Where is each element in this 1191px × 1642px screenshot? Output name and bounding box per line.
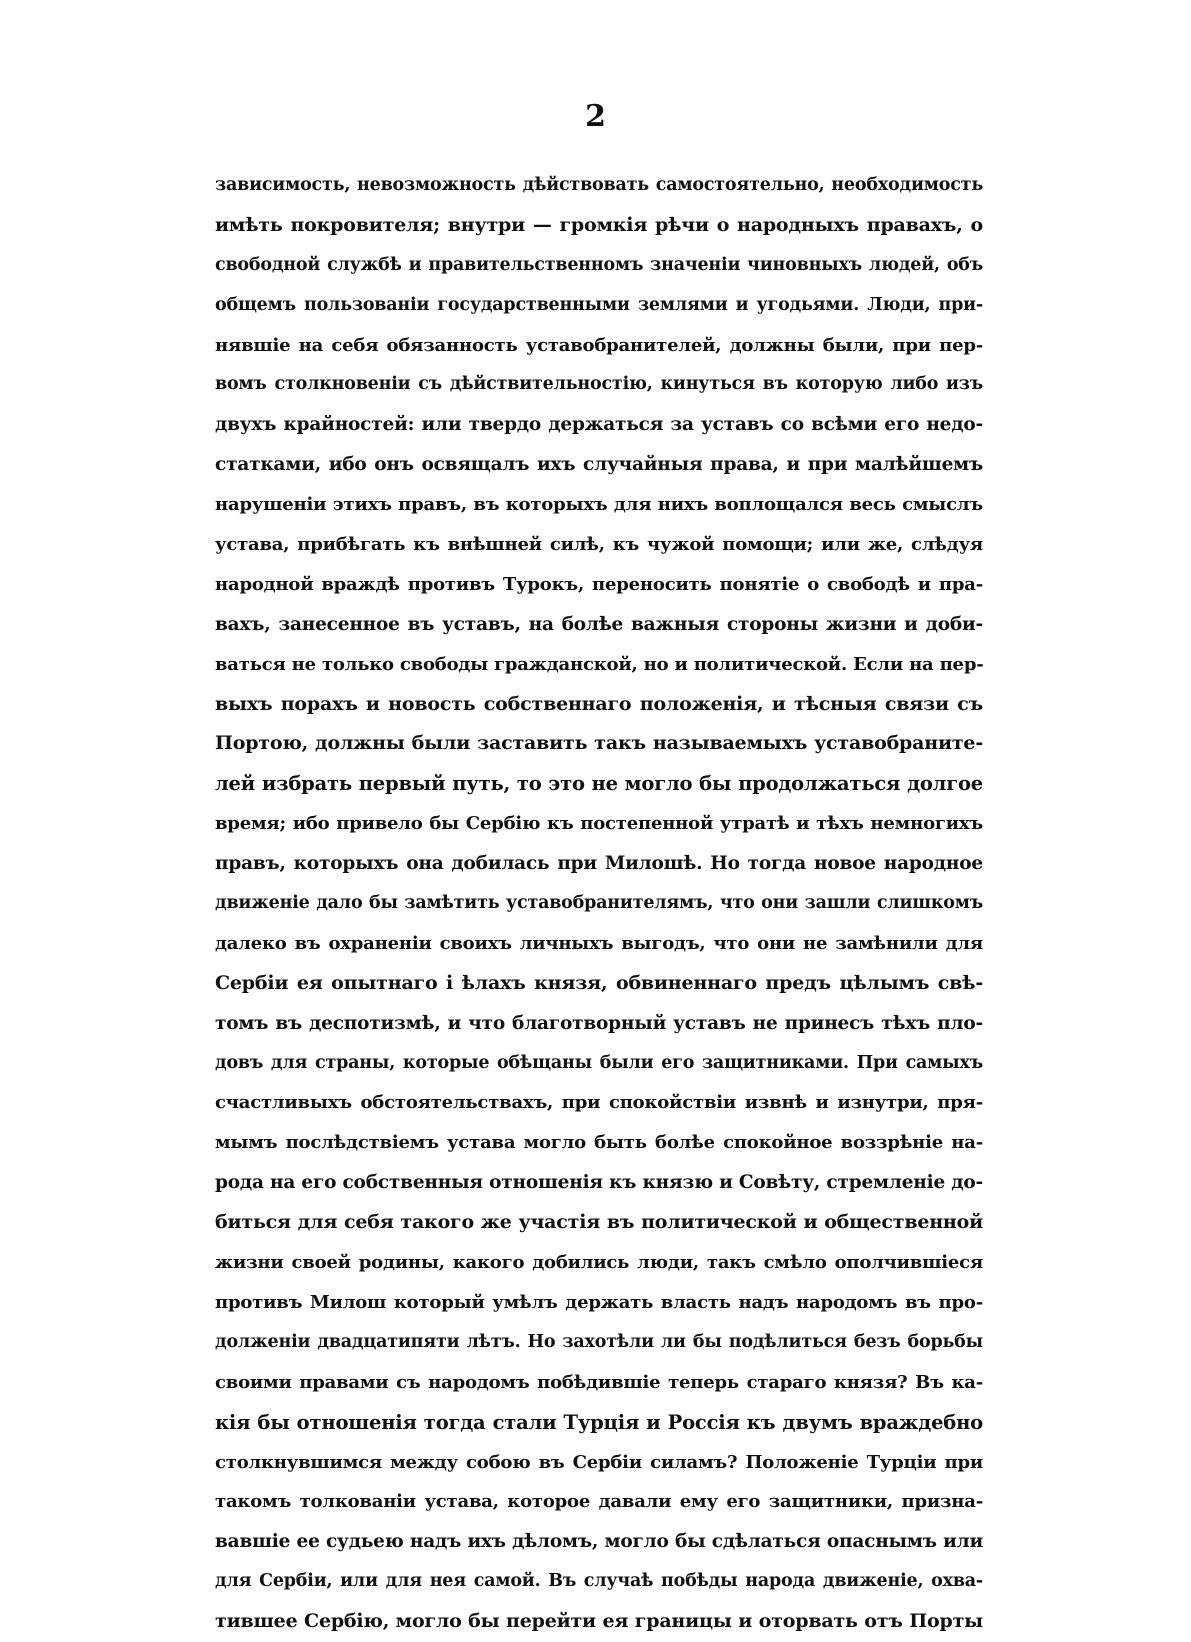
text-line: свободной службѣ и правительственномъ значеніи чиновныхъ людей, объ <box>215 254 983 275</box>
text-line: двухъ крайностей: или твердо держаться за уставъ со всѣми его недо- <box>215 414 983 436</box>
text-line: движеніе дало бы замѣтить уставобранителямъ, что они зашли слишкомъ <box>215 893 983 914</box>
text-line: кія бы отношенія тогда стали Турція и Россія къ двумъ враждебно <box>215 1410 983 1434</box>
text-line: выхъ порахъ и новость собственнаго положенія, и тѣсныя связи съ <box>215 692 983 715</box>
text-line: томъ въ деспотизмѣ, и что благотворный уставъ не принесъ тѣхъ пло- <box>215 1012 983 1034</box>
text-line: статками, ибо онъ освящалъ ихъ случайныя права, и при малѣйшемъ <box>215 454 983 476</box>
text-line: столкнувшимся между собою въ Сербіи силамъ? Положеніе Турціи при <box>215 1451 983 1473</box>
text-line: вавшіе ее судьею надъ ихъ дѣломъ, могло бы сдѣлаться опаснымъ или <box>215 1531 983 1553</box>
text-line: довъ для страны, которые обѣщаны были его защитниками. При самыхъ <box>215 1052 983 1073</box>
text-line: Сербіи ея опытнаго і ѣлахъ князя, обвиненнаго предъ цѣлымъ свѣ- <box>215 971 983 994</box>
text-line: Портою, должны были заставить такъ называемыхъ уставобраните- <box>215 732 983 755</box>
text-line: правъ, которыхъ она добилась при Милошѣ. Но тогда новое народное <box>215 853 983 875</box>
text-line: время; ибо привело бы Сербію къ постепенной утратѣ и тѣхъ немногихъ <box>215 813 983 835</box>
text-line: ваться не только свободы гражданской, но и политической. Если на пер- <box>215 653 983 675</box>
text-line: счастливыхъ обстоятельствахъ, при спокойствіи извнѣ и изнутри, пря- <box>215 1092 983 1114</box>
text-line: народной враждѣ противъ Турокъ, переносить понятіе о свободѣ и пра- <box>215 573 983 595</box>
text-line: нявшіе на себя обязанность уставобранителей, должны были, при пер- <box>215 334 983 356</box>
text-line: устава, прибѣгать къ внѣшней силѣ, къ чужой помощи; или же, слѣдуя <box>215 534 983 556</box>
text-line: нарушеніи этихъ правъ, въ которыхъ для нихъ воплощался весь смыслъ <box>215 494 983 516</box>
body-text <box>215 166 983 1642</box>
text-line: лей избрать первый путь, то это не могло бы продолжаться долгое <box>215 772 983 796</box>
text-line: вомъ столкновеніи съ дѣйствительностію, кинуться въ которую либо изъ <box>215 374 983 395</box>
text-line: мымъ послѣдствіемъ устава могло быть болѣе спокойное воззрѣніе на- <box>215 1132 983 1154</box>
page-number: 2 <box>585 99 606 134</box>
text-line: для Сербіи, или для нея самой. Въ случаѣ побѣды народа движеніе, охва- <box>215 1571 983 1592</box>
text-line: рода на его собственныя отношенія къ князю и Совѣту, стремленіе до- <box>215 1172 983 1194</box>
text-line: своими правами съ народомъ побѣдившіе теперь стараго князя? Въ ка- <box>215 1371 983 1393</box>
text-line: имѣть покровителя; внутри — громкія рѣчи о народныхъ правахъ, о <box>215 213 983 236</box>
text-line: зависимость, невозможность дѣйствовать самостоятельно, необходимость <box>215 175 983 195</box>
text-line: далеко въ охраненіи своихъ личныхъ выгодъ, что они не замѣнили для <box>215 932 983 954</box>
text-line: вахъ, занесенное въ уставъ, на болѣе важныя стороны жизни и доби- <box>215 613 983 635</box>
text-line: биться для себя такого же участія въ политической и общественной <box>215 1211 983 1234</box>
text-line: жизни своей родины, какого добились люди, такъ смѣло ополчившіеся <box>215 1252 983 1274</box>
text-line: тившее Сербію, могло бы перейти ея границы и оторвать отъ Порты <box>215 1610 983 1633</box>
text-line: противъ Милош который умѣлъ держать власть надъ народомъ въ про- <box>215 1291 983 1313</box>
text-line: такомъ толкованіи устава, которое давали ему его защитники, призна- <box>215 1491 983 1513</box>
text-line: долженіи двадцатипяти лѣтъ. Но захотѣли ли бы подѣлиться безъ борьбы <box>215 1331 983 1352</box>
text-line: общемъ пользованіи государственными землями и угодьями. Люди, при- <box>215 294 983 315</box>
